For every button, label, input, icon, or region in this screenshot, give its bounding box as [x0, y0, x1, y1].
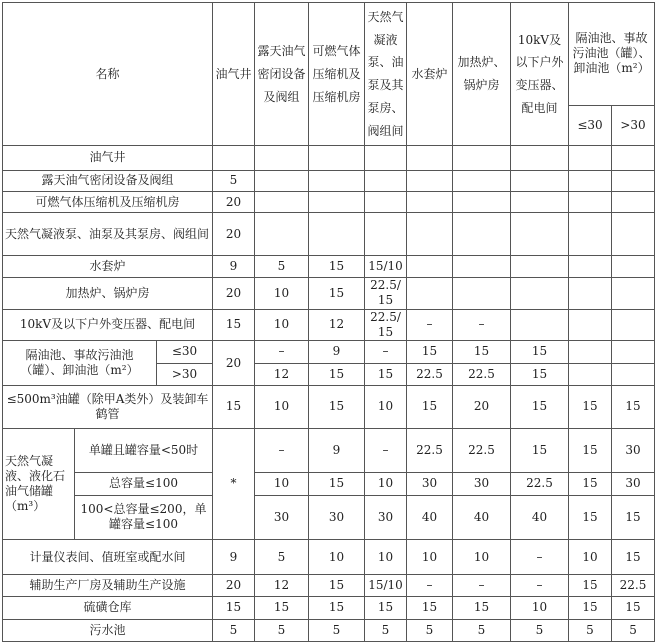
header-col1: 油气井 [213, 3, 255, 146]
cell: – [407, 309, 453, 340]
table-row [3, 428, 655, 473]
cell: 9 [213, 540, 255, 575]
cell: 5 [255, 255, 309, 277]
row-name: ≤500m³油罐（除甲A类外）及装卸车鹤管 [3, 385, 213, 428]
table-row [3, 255, 655, 277]
cell: 10 [255, 473, 309, 495]
cell: 30 [309, 495, 365, 540]
table-row [3, 341, 655, 363]
cell: 30 [255, 495, 309, 540]
cell: 15/10 [365, 255, 407, 277]
cell: 22.5 [612, 574, 655, 596]
cell: – [407, 574, 453, 596]
cell: 15 [407, 597, 453, 619]
cell: 15 [569, 428, 612, 473]
cell: 10 [255, 278, 309, 309]
cell: 5 [569, 619, 612, 642]
cell: 20 [453, 385, 511, 428]
cell: 20 [213, 191, 255, 212]
cell: 9 [309, 341, 365, 363]
row-group-name: 隔油池、事故污油池（罐）、卸油池（m²） [3, 341, 157, 386]
cell: 10 [407, 540, 453, 575]
header-col6: 加热炉、锅炉房 [453, 3, 511, 146]
cell: 15 [569, 473, 612, 495]
row-sub-name: 单罐且罐容量<50时 [75, 428, 213, 473]
cell: 15 [612, 385, 655, 428]
cell: 10 [365, 385, 407, 428]
cell: 10 [453, 540, 511, 575]
row-name: 污水池 [3, 619, 213, 642]
cell: 15 [309, 597, 365, 619]
cell: 22.5/15 [365, 278, 407, 309]
cell: 30 [453, 473, 511, 495]
cell: 9 [213, 255, 255, 277]
table-row [3, 385, 655, 428]
table-row [3, 495, 655, 540]
cell: 15 [309, 473, 365, 495]
cell: 15 [612, 597, 655, 619]
row-name: 加热炉、锅炉房 [3, 278, 213, 309]
cell: 5 [309, 619, 365, 642]
cell: 15 [213, 309, 255, 340]
cell: 15 [309, 255, 365, 277]
cell: 22.5 [453, 363, 511, 385]
cell: 15 [612, 540, 655, 575]
cell: 30 [407, 473, 453, 495]
cell: 5 [453, 619, 511, 642]
cell: 15 [213, 597, 255, 619]
cell: 15 [407, 341, 453, 363]
cell: 15 [612, 495, 655, 540]
header-col8: 隔油池、事故污油池（罐）、卸油池（m²） [569, 3, 655, 106]
table-row [3, 309, 655, 340]
table-row [3, 170, 655, 191]
cell: 9 [309, 428, 365, 473]
cell: 30 [612, 428, 655, 473]
header-col3: 可燃气体压缩机及压缩机房 [309, 3, 365, 146]
cell: 15 [453, 597, 511, 619]
cell: 15/10 [365, 574, 407, 596]
header-col4: 天然气凝液泵、油泵及其泵房、阀组间 [365, 3, 407, 146]
row-sub-name: >30 [157, 363, 213, 385]
cell: 20 [213, 574, 255, 596]
cell: 15 [511, 363, 569, 385]
table-row [3, 146, 655, 170]
cell: 20 [213, 278, 255, 309]
cell: 15 [569, 385, 612, 428]
cell: 12 [309, 309, 365, 340]
cell: 20 [213, 213, 255, 256]
table-row [3, 574, 655, 596]
row-name: 油气井 [3, 146, 213, 170]
cell: 15 [511, 385, 569, 428]
row-name: 可燃气体压缩机及压缩机房 [3, 191, 213, 212]
cell: 10 [255, 309, 309, 340]
cell: 40 [407, 495, 453, 540]
cell: 10 [365, 473, 407, 495]
table-row [3, 540, 655, 575]
cell: – [453, 309, 511, 340]
cell: 5 [255, 540, 309, 575]
cell: 22.5/15 [365, 309, 407, 340]
cell: 5 [213, 170, 255, 191]
cell: 5 [365, 619, 407, 642]
table-row [3, 213, 655, 256]
cell: – [511, 540, 569, 575]
header-col2: 露天油气密闭设备及阀组 [255, 3, 309, 146]
cell: * [213, 428, 255, 540]
cell: 22.5 [511, 473, 569, 495]
cell: 15 [511, 428, 569, 473]
cell: 5 [407, 619, 453, 642]
row-group-name: 天然气凝液、液化石油气储罐（m³） [3, 428, 75, 540]
cell: – [255, 428, 309, 473]
cell: – [453, 574, 511, 596]
cell: 15 [569, 495, 612, 540]
cell: 12 [255, 363, 309, 385]
row-name: 10kV及以下户外变压器、配电间 [3, 309, 213, 340]
table-row [3, 473, 655, 495]
table-row [3, 191, 655, 212]
header-col7: 10kV及以下户外变压器、配电间 [511, 3, 569, 146]
row-sub-name: 100<总容量≤200，单罐容量≤100 [75, 495, 213, 540]
table-row [3, 597, 655, 619]
header-col8a: ≤30 [569, 105, 612, 146]
row-name: 露天油气密闭设备及阀组 [3, 170, 213, 191]
cell: 5 [213, 619, 255, 642]
row-name: 硫磺仓库 [3, 597, 213, 619]
cell: 15 [511, 341, 569, 363]
cell: – [255, 341, 309, 363]
row-name: 水套炉 [3, 255, 213, 277]
cell: 40 [453, 495, 511, 540]
cell: 15 [309, 363, 365, 385]
spacing-table [2, 2, 655, 642]
cell: 15 [309, 278, 365, 309]
row-name: 天然气凝液泵、油泵及其泵房、阀组间 [3, 213, 213, 256]
cell: 15 [569, 574, 612, 596]
cell: 15 [309, 385, 365, 428]
cell: 30 [365, 495, 407, 540]
cell: 12 [255, 574, 309, 596]
cell: – [365, 428, 407, 473]
table-row [3, 278, 655, 309]
cell: 10 [309, 540, 365, 575]
cell: 15 [365, 597, 407, 619]
cell: 30 [612, 473, 655, 495]
cell: 15 [453, 341, 511, 363]
cell: 10 [255, 385, 309, 428]
cell: 22.5 [407, 363, 453, 385]
cell: 10 [365, 540, 407, 575]
header-col8b: >30 [612, 105, 655, 146]
cell: 22.5 [407, 428, 453, 473]
cell: – [511, 574, 569, 596]
cell: 15 [213, 385, 255, 428]
cell: 15 [407, 385, 453, 428]
cell: 5 [255, 619, 309, 642]
cell: 10 [511, 597, 569, 619]
row-sub-name: ≤30 [157, 341, 213, 363]
row-name: 计量仪表间、值班室或配水间 [3, 540, 213, 575]
cell: 5 [511, 619, 569, 642]
cell: 10 [569, 540, 612, 575]
cell: 15 [365, 363, 407, 385]
row-name: 辅助生产厂房及辅助生产设施 [3, 574, 213, 596]
cell: 15 [309, 574, 365, 596]
header-name: 名称 [3, 3, 213, 146]
cell: 15 [255, 597, 309, 619]
cell: 22.5 [453, 428, 511, 473]
table-row [3, 619, 655, 642]
cell: 5 [612, 619, 655, 642]
cell: – [365, 341, 407, 363]
cell: 20 [213, 341, 255, 386]
cell: 15 [569, 597, 612, 619]
cell: 40 [511, 495, 569, 540]
row-sub-name: 总容量≤100 [75, 473, 213, 495]
header-col5: 水套炉 [407, 3, 453, 146]
